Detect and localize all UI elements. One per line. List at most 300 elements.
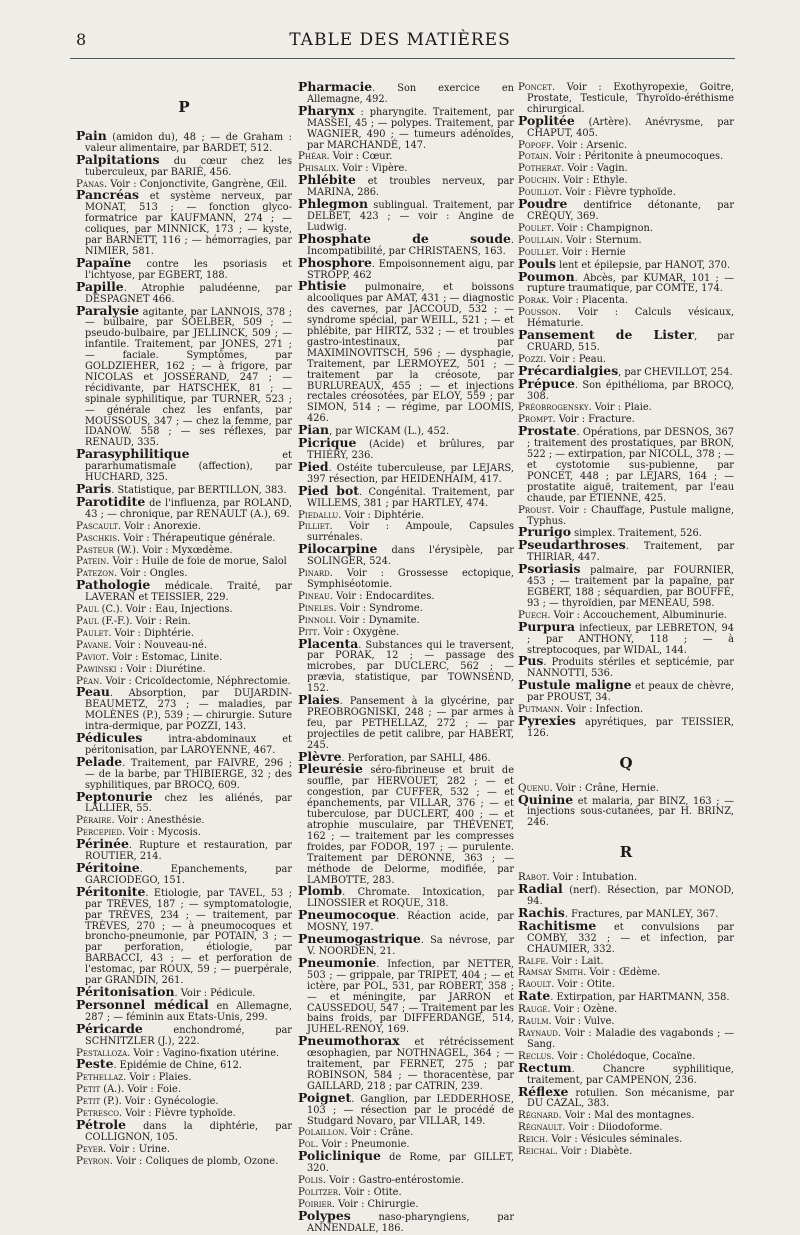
entry-text: . Rupture et restauration, par ROUTIER, 214. (85, 840, 292, 863)
index-entry (298, 278, 514, 425)
entry-text: et convulsions par COMBY, 332 ; — et infection, par CHAUMIER, 332. (527, 921, 734, 955)
entry-text: . Statistique, par BERTILLON, 383. (111, 485, 287, 496)
entry-text: rotulien. Son mécanisme, par DU CAZAL, 383. (527, 1087, 734, 1110)
entry-name: Prompt (518, 413, 553, 426)
index-entry (518, 112, 734, 140)
entry-name: Paul (76, 603, 99, 616)
entry-text: médicale. Traité, par LAVERAN et TEISSIER, 229. (85, 581, 292, 604)
entry-text: . Voir : Plaie. (588, 402, 652, 414)
entry-name: Raugé (518, 1003, 548, 1016)
entry-name: Polis (298, 1174, 323, 1187)
entry-text: . Voir : Urine. (103, 1143, 170, 1155)
entry-text: . Voir : Crâne. (344, 1127, 414, 1139)
entry-text: . Voir : Mal des montagnes. (558, 1110, 695, 1122)
index-entry (76, 616, 292, 628)
entry-name: Pethellaz (76, 1071, 124, 1084)
entry-headword: Péritonite (76, 883, 146, 899)
entry-text: . Voir : Diphtérie. (108, 627, 194, 639)
index-column-3 (518, 82, 734, 1158)
entry-headword: Pneumocoque (298, 907, 396, 923)
entry-headword: Rachis (518, 904, 565, 920)
entry-text: . Abcès, par KUMAR, 101 ; — rupture traumatique, par COMTE, 174. (527, 272, 734, 295)
entry-headword: Pansement de Lister (518, 327, 695, 343)
entry-headword: Pancréas (76, 187, 139, 203)
entry-name: Peyer (76, 1142, 104, 1155)
entry-name: Popoff (518, 138, 551, 151)
entry-headword: Plèvre (298, 748, 342, 764)
entry-text: . Voir : Gastro-entérostomie. (322, 1175, 464, 1187)
index-entry (518, 561, 734, 610)
entry-headword: Policlinique (298, 1148, 381, 1164)
entry-headword: Pus (518, 653, 544, 669)
entry-name: Pitt (298, 625, 318, 638)
page-number: 8 (76, 30, 87, 49)
entry-text: . Voir : Calculs vésicaux, Hématurie. (527, 307, 734, 330)
entry-headword: Placenta (298, 635, 359, 651)
entry-name: Politzer (298, 1186, 338, 1198)
entry-text: palmaire, par FOURNIER, 453 ; — traitement par la papaïne, par EGBERT, 188 ; séquardien, par BOUFFÉ, 93 ; — thyroïdien, par MENEAU, 598. (527, 565, 734, 609)
entry-text: intra-abdominaux et péritonisation, par LAROYENNE, 467. (85, 734, 292, 756)
entry-text: . Voir : Cholédoque, Cocaïne. (551, 1050, 696, 1062)
entry-text: . Voir : Ozène. (547, 1004, 618, 1016)
entry-name: Pasteur (76, 543, 114, 556)
entry-text: lent et épilepsie, par HANOT, 370. (555, 259, 731, 271)
entry-text: . Voir : Pneumonie. (315, 1139, 410, 1151)
section-letter: R (619, 843, 633, 862)
entry-text: . Produits stériles et septicémie, par NANNOTTI, 536. (527, 657, 734, 680)
entry-text: . Voir : Huile de foie de morue, Salol (106, 556, 287, 568)
entry-text: . Voir : Grossesse ectopique, Symphiséotomie. (307, 568, 514, 590)
entry-text: . Voir : Cœur. (326, 151, 393, 163)
index-entry (76, 1116, 292, 1144)
entry-name: Reclus (518, 1049, 552, 1062)
entry-headword: Prostate (518, 423, 577, 439)
index-entry (518, 268, 734, 296)
entry-name: Ralfe (518, 954, 546, 967)
index-entry (518, 791, 734, 830)
entry-text: . Voir : Plaies. (123, 1072, 192, 1084)
entry-text: (nerf). Résection, par MONOD, 94. (527, 885, 734, 907)
entry-text: , par CHEVILLOT, 254. (618, 366, 733, 378)
entry-text: . Voir : Vipère. (336, 163, 408, 175)
entry-text: naso-pharyngiens, par ANNENDALE, 186. (307, 1211, 514, 1234)
index-entry (76, 1072, 292, 1084)
entry-text: . Voir : Mycosis. (121, 827, 201, 839)
entry-name: Poullain (518, 233, 560, 246)
entry-headword: Périnée (76, 836, 129, 852)
entry-text: séro-fibrineuse et bruit de souffle, par HERVOUET, 282 ; — et congestion, par CUFFER, 532 ; — et épanchements, par VILLAR, 376 ; — et tuberculose, par DUCLERT, 400 ; — et atrophie musculaire, par THÉVENET, 162 ; — traitement par les compresses froides, par FODOR, 197 ; — purulente. Traitement par DERONNE, 363 ; — méthode de Delorme, modifiée, par LAMBOTTE, 283. (307, 765, 514, 886)
entry-text: . Voir : Accouchement, Albuminurie. (547, 609, 728, 621)
entry-text: du cœur chez les tuberculeux, par BARIÉ, 456. (85, 155, 292, 178)
entry-name: Pouchin (518, 174, 557, 187)
index-entry (298, 761, 514, 886)
entry-text: . Voir : Lait. (545, 955, 604, 967)
entry-text: . Voir : Cricoïdectomie, Néphrectomie. (99, 675, 291, 687)
entry-text: (W.). Voir : Myxœdème. (113, 544, 233, 556)
entry-name: Potain (518, 150, 549, 163)
entry-headword: Pharmacie (298, 79, 373, 94)
index-entry (298, 1148, 514, 1175)
entry-name: Pol (298, 1138, 316, 1151)
entry-headword: Palpitations (76, 151, 160, 167)
entry-text: (F.-F.). Voir : Rein. (98, 615, 191, 627)
entry-name: Poncet (518, 81, 552, 93)
index-entry (518, 423, 734, 504)
index-entry (76, 883, 292, 987)
index-entry (518, 988, 734, 1004)
entry-text: . Réaction acide, par MOSNY, 197. (307, 911, 514, 934)
entry-headword: Radial (518, 881, 563, 897)
entry-name: Paulet (76, 626, 109, 639)
entry-name: Pineau (298, 589, 330, 602)
index-entry (298, 510, 514, 522)
index-entry (298, 615, 514, 627)
entry-text: . Chancre syphilitique, traitement, par CAMPENON, 236. (527, 1063, 734, 1086)
entry-text: . Voir : Chauffage, Pustule maligne, Typhus. (527, 504, 734, 527)
entry-text: . Incompatibilité, par CHRISTAENS, 163. (307, 234, 514, 257)
entry-text: . Voir : Otite. (338, 1187, 402, 1198)
index-entry (518, 618, 734, 657)
entry-text: . Voir : Exothyropexie, Goitre, Prostate, Testicule, Thyroïdo-éréthisme chirurgical. (527, 82, 734, 115)
index-entry (518, 375, 734, 403)
entry-text: (A.). Voir : Foie. (100, 1084, 181, 1096)
entry-name: Poullet (518, 245, 556, 258)
index-entry (298, 102, 514, 152)
entry-text: de l'influenza, par ROLAND, 43 ; — chronique, par RENAULT (A.), 69. (85, 497, 292, 520)
entry-name: Pousson (518, 306, 558, 319)
entry-name: Péan (76, 674, 100, 687)
entry-text: . Voir : Peau. (543, 353, 607, 365)
entry-headword: Peau (76, 684, 110, 700)
entry-name: Putmann (518, 703, 560, 716)
entry-text: . Voir : Arsenic. (550, 139, 628, 151)
entry-text: . Voir : Fièvre typhoïde. (118, 1108, 236, 1120)
entry-text: . Ostéite tuberculeuse, par LEJARS, 397 résection, par HEIDENHAIM, 417. (307, 462, 514, 485)
entry-text: . Voir : Vulve. (548, 1016, 615, 1028)
index-entry (518, 677, 735, 704)
entry-text: . Voir : Anesthésie. (111, 815, 205, 827)
entry-headword: Peste (76, 1056, 114, 1072)
entry-name: Pavane (76, 638, 109, 651)
entry-text: . Infection, par NETTER, 503 ; — grippale, par TRIPET, 404 ; — et ictère, par POL, 531, par ROBERT, 358 ; — et méningite, par JARRON et CAUSSEDOU, 547 ; — Traitement par les bains froids, par DIFFERDANGE, 514, JUHEL-RENOY, 169. (307, 958, 514, 1036)
entry-text: dans la diphtérie, par COLLIGNON, 105. (85, 1120, 292, 1143)
index-entry (76, 577, 292, 604)
entry-headword: Phosphore (298, 254, 372, 270)
entry-text: . Voir : Dynamite. (333, 614, 420, 626)
entry-text: . Voir : Diphtérie. (338, 509, 424, 521)
entry-text: . Voir : Diiodoforme. (562, 1122, 663, 1134)
entry-name: Pinard (298, 567, 330, 580)
index-entry (76, 604, 292, 616)
entry-name: Reichal (518, 1145, 555, 1158)
entry-text: . Voir : Œdème. (583, 967, 661, 979)
entry-text: . Son épithélioma, par BROCQ, 308. (527, 379, 734, 402)
index-entry (298, 196, 514, 234)
entry-name: Reich (518, 1133, 546, 1146)
entry-name: Percepied (76, 826, 122, 839)
entry-text: contre les psoriasis et l'ichtyose, par EGBERT, 188. (85, 258, 292, 281)
index-entry (518, 917, 734, 956)
entry-name: Pascault (76, 519, 118, 532)
index-entry (518, 1028, 734, 1051)
entry-text: enchondromé, par SCHNITZLER (J.), 222. (85, 1024, 292, 1047)
entry-text: et troubles nerveux, par MARINA, 286. (307, 176, 514, 199)
entry-text: et système nerveux, par MONAT, 513 ; — fonction glyco-formatrice par KAUFMANN, 274 ; — coliques, par MINNICK, 173 ; — kyste, par BARNETT, 116 ; — hémorragies, par NIMIER, 581. (85, 191, 292, 257)
entry-name: Phéar (298, 150, 327, 163)
entry-name: Préobrogensky (518, 401, 589, 414)
entry-text: . Voir : Endocardites. (329, 590, 435, 602)
index-entry (76, 302, 292, 450)
index-entry (76, 664, 292, 676)
entry-headword: Péricarde (76, 1020, 143, 1036)
section-letter: P (178, 98, 190, 116)
entry-text: . Ganglion, par LEDDERHOSE, 103 ; — résection par le procédé de Studgard Novaro, par VILLAR, 149. (307, 1093, 514, 1127)
entry-text: . Voir : Anorexie. (117, 520, 201, 532)
entry-name: Patezon (76, 567, 115, 580)
entry-name: Péraire (76, 814, 112, 827)
entry-text: . Voir : Fièvre typhoïde. (559, 187, 676, 199)
entry-headword: Poumon (518, 268, 575, 284)
entry-name: Paviot (76, 650, 106, 663)
entry-text: , par CRUARD, 515. (527, 331, 735, 353)
entry-headword: Pleurésie (298, 761, 363, 777)
entry-headword: Pseudarthroses (518, 537, 626, 553)
entry-text: infectieux, par LEBRETON, 94 ; par ANTHONY, 118 ; — à streptocoques, par WIDAL, 144. (527, 622, 734, 656)
entry-headword: Pathologie (76, 577, 151, 593)
entry-text: . Voir : Vagin. (561, 163, 628, 175)
entry-headword: Rate (518, 988, 551, 1004)
entry-name: Raynaud (518, 1026, 558, 1039)
entry-text: dans l'érysipèle, par SOLINGER, 524. (307, 545, 514, 568)
index-entry (518, 82, 734, 116)
entry-text: . Voir : Péritonite à pneumocoques. (548, 151, 724, 163)
index-entry (76, 640, 292, 652)
entry-name: Ramsay Smith (518, 966, 584, 979)
entry-text: . Epanchements, par GARCIODEGO, 151. (85, 864, 292, 886)
entry-text: . Atrophie paludéenne, par DESPAGNET 466. (85, 282, 292, 305)
entry-name: Régnard (518, 1109, 559, 1122)
entry-headword: Réflexe (518, 1083, 569, 1099)
index-entry (76, 1156, 292, 1168)
entry-headword: Phosphate de soude (298, 230, 511, 246)
entry-headword: Pelade (76, 753, 123, 769)
entry-headword: Parotidite (76, 493, 146, 509)
entry-headword: Pain (76, 127, 107, 143)
entry-text: (Acide) et brûlures, par THIÉRY, 236. (307, 439, 514, 461)
entry-headword: Polypes (298, 1207, 351, 1223)
entry-headword: Pneumonie (298, 954, 377, 970)
entry-name: Poulet (518, 221, 551, 234)
entry-headword: Pied (298, 458, 329, 474)
entry-name: Rabot (518, 871, 547, 884)
entry-headword: Pharynx (298, 102, 355, 118)
entry-text: . Opérations, par DESNOS, 367 ; traitement des prostatiques, par BRON, 522 ; — extirpation, par NICOLL, 378 ; — et cystotomie sus-pubienne, par PONCET, 448 ; par LEJARS, 164 ; — prostatite aiguë, traitement, par l'eau chaude, par ETIENNE, 425. (527, 427, 734, 504)
entry-headword: Purpura (518, 618, 576, 634)
index-entry (518, 712, 734, 740)
entry-name: Phisalix (298, 162, 337, 175)
entry-name: Paschkis (76, 531, 118, 544)
entry-text: . Chromate. Intoxication, par LINOSSIER et ROQUE, 318. (307, 887, 514, 910)
entry-text: . Voir : Nouveau-né. (108, 639, 207, 651)
entry-text: . Voir : Oxygène. (317, 626, 400, 638)
entry-headword: Rachitisme (518, 917, 597, 933)
index-column-2 (298, 79, 514, 1235)
entry-text: . Congénital. Traitement, par WILLEMS, 381 ; par HARTLEY, 474. (307, 486, 514, 509)
index-entry (518, 327, 735, 354)
entry-name: Pozzi (518, 352, 544, 365)
entry-text: . Voir : Hernie (555, 246, 626, 258)
entry-name: Patein (76, 555, 107, 568)
entry-headword: Quinine (518, 791, 574, 807)
index-entry (298, 635, 514, 696)
index-column-1 (76, 82, 292, 1168)
entry-text: : Voir : Diurétine. (116, 663, 206, 675)
entry-text: (C.). Voir : Eau, Injections. (98, 604, 233, 616)
entry-text: pulmonaire, et boissons alcooliques par AMAT, 431 ; — diagnostic des cavernes, par JACCOUD, 532 ; — syndrome spécial, par WEILL, 521 ; — et phlébite, par HIRTZ, 532 ; — et troubles gastro-intestinaux, par MAXIMINOVITSCH, 596 ; — dysphagie, Traitement, par LERMOYEZ, 501 ; — traitement par la créosote, par BURLUREAUX, 455 ; — et injections rectales créosotées, par ELOY, 559 ; par SIMON, 514 ; — régime, par LOOMIS, 426. (307, 282, 514, 425)
index-entry (518, 1146, 734, 1158)
index-entry (76, 187, 292, 257)
entry-headword: Pied bot (298, 482, 359, 498)
entry-headword: Pustule maligne (518, 677, 632, 693)
entry-headword: Péritonisation (76, 983, 175, 999)
entry-name: Polaillon (298, 1126, 345, 1139)
entry-headword: Pian (298, 422, 330, 438)
entry-text: . Voir : Champignon. (551, 222, 653, 234)
index-entry (518, 1004, 734, 1016)
entry-text: . Voir : Sternum. (559, 234, 642, 246)
entry-headword: Peptonurie (76, 788, 153, 804)
entry-text: et rétrécissement œsophagien, par NOTHNAGEL, 364 ; — traitement, par FERNET, 275 ; par ROBINSON, 584 ; — thoracentèse, par GAILLARD, 218 ; par CATRIN, 239. (307, 1037, 514, 1092)
entry-text: . Voir : Vagino-fixation utérine. (127, 1047, 280, 1059)
entry-text: . Sa névrose, par V. NOORDEN, 21. (307, 935, 514, 957)
entry-headword: Parasyphilitique (76, 446, 190, 462)
entry-headword: Phlegmon (298, 196, 368, 212)
entry-headword: Pouls (518, 255, 556, 271)
entry-headword: Poignet (298, 1089, 352, 1105)
entry-headword: Pédicules (76, 730, 143, 746)
entry-headword: Pétrole (76, 1116, 126, 1132)
entry-text: . Voir : Conjonctivite, Gangrène, Œil. (103, 178, 288, 190)
entry-text: . Voir : Diabète. (554, 1146, 633, 1158)
entry-name: Peyron (76, 1154, 110, 1167)
entry-headword: Picrique (298, 435, 357, 451)
running-title: TABLE DES MATIÈRES (289, 30, 511, 50)
entry-text: . Pansement à la glycérine, par PREOBROGNISKI, 248 ; — par armes à feu, par PETHELLAZ, 272 ; — par projectiles de petit calibre, par HABERT, 245. (307, 696, 514, 751)
entry-name: Petit (76, 1083, 101, 1096)
section-letter: Q (619, 753, 633, 772)
entry-headword: Phlébite (298, 172, 356, 188)
index-entry (76, 1084, 292, 1096)
entry-text: . Voir : Ongles. (114, 568, 188, 580)
entry-text: . Extirpation, par HARTMANN, 358. (550, 992, 730, 1004)
entry-headword: Prépuce (518, 375, 575, 391)
entry-text: . Voir : Estomac, Linite. (105, 651, 223, 663)
entry-text: sublingual. Traitement, par DELBET, 423 ; — voir : Angine de Ludwig. (307, 200, 514, 233)
index-entry (298, 1089, 514, 1128)
entry-headword: Prurigo (518, 524, 572, 540)
entry-name: Régnault (518, 1121, 563, 1134)
index-entry (76, 151, 292, 179)
entry-name: Porak (518, 294, 547, 307)
entry-text: et peaux de chèvre, par PROUST, 34. (527, 681, 735, 704)
index-entry (76, 1020, 292, 1048)
entry-text: chez les aliénés, par LALLIER, 55. (85, 792, 292, 815)
entry-headword: Plaies (298, 692, 340, 708)
entry-headword: Psoriasis (518, 561, 581, 577)
entry-text: . Absorption, par DUJARDIN-BEAUMETZ, 273 ; — maladies, par MOLÈNES (P.), 539 ; — chirurgie. Suture intra-dermique, par POZZI, 143. (85, 688, 292, 733)
entry-headword: Phtisie (298, 278, 347, 294)
header-rule (70, 58, 735, 59)
entry-headword: Papaïne (76, 254, 132, 270)
entry-headword: Péritoine (76, 860, 140, 875)
entry-headword: Papille (76, 278, 124, 294)
entry-name: Panas (76, 177, 104, 190)
entry-text: . Son exercice en Allemagne, 492. (307, 83, 514, 105)
entry-text: . Voir : Fracture. (552, 414, 635, 426)
entry-text: , par WICKAM (L.), 452. (329, 426, 450, 438)
index-entry (76, 753, 292, 792)
entry-name: Pinnoli (298, 613, 334, 626)
entry-text: (P.). Voir : Gynécologie. (100, 1096, 219, 1108)
entry-text: et malaria, par BINZ, 163 ; — injections sous-cutanées, par H. BRINZ, 246. (527, 795, 734, 829)
index-entry (76, 684, 292, 733)
entry-text: (amidon du), 48 ; — de Graham : valeur alimentaire, par BARDET, 512. (85, 131, 292, 154)
entry-name: Quenu (518, 781, 550, 794)
entry-name: Raoult (518, 978, 552, 991)
entry-name: Pilliet (298, 520, 330, 533)
index-entry (76, 788, 292, 816)
entry-name: Raulm (518, 1015, 549, 1028)
index-entry (298, 1033, 514, 1093)
entry-name: Potherat (518, 162, 562, 175)
entry-text: en Allemagne, 287 ; — féminin aux Etats-Unis, 299. (85, 1000, 292, 1023)
entry-headword: Pilocarpine (298, 541, 378, 557)
entry-text: . Voir : Maladie des vagabonds ; — Sang. (527, 1027, 734, 1050)
entry-headword: Plomb (298, 883, 343, 899)
index-entry (76, 545, 292, 557)
entry-text: . Voir : Coliques de plomb, Ozone. (109, 1155, 279, 1167)
entry-text: (Artère). Anévrysme, par CHAPUT, 405. (527, 116, 734, 139)
entry-name: Paul (76, 614, 99, 627)
entry-text: . Substances qui le traversent, par PORAK, 12 ; — passage des microbes, par DUCLERC, 562 ; — prævia, statistique, par TOWNSEND, 152. (307, 639, 514, 695)
entry-headword: Précardialgies (518, 362, 619, 378)
index-entry (298, 954, 514, 1036)
entry-headword: Pneumogastrique (298, 931, 421, 947)
entry-text: . Traitement, par THIRIAR, 447. (527, 541, 734, 564)
entry-text: . Voir : Chirurgie. (331, 1198, 419, 1210)
entry-text: . Voir : Otite. (551, 979, 615, 991)
entry-text: apyrétiques, par TEISSIER, 126. (527, 716, 734, 739)
entry-name: Pouillot (518, 186, 560, 199)
entry-name: Petit (76, 1095, 101, 1108)
entry-text: . Fractures, par MANLEY, 367. (564, 908, 719, 920)
entry-name: Puech (518, 608, 548, 621)
index-entry (518, 196, 734, 223)
entry-name: Pawinski (76, 662, 117, 675)
index-entry (298, 692, 514, 752)
index-entry (518, 979, 734, 991)
entry-name: Pestalloza (76, 1046, 128, 1059)
entry-text: . Voir : Vésicules séminales. (545, 1134, 683, 1146)
entry-text: . Voir : Placenta. (546, 295, 628, 307)
entry-text: . Voir : Crâne, Hernie. (549, 782, 659, 794)
entry-name: Pineles (298, 601, 334, 614)
entry-text: : pharyngite. Traitement, par MASSEI, 45 ; — polypes. Traitement, par WAGNIER, 490 ; — tumeurs adénoïdes, par MARCHANDÉ, 147. (307, 106, 514, 151)
entry-text: . Epidémie de Chine, 612. (113, 1060, 242, 1072)
entry-text: . Voir : Thérapeutique générale. (117, 532, 276, 544)
entry-text: . Traitement, par FAIVRE, 296 ; — de la barbe, par THIBIERGE, 32 ; des syphilitiques, par BROCQ, 609. (85, 757, 292, 791)
entry-text: . Perforation, par SAHLI, 486. (341, 752, 491, 764)
